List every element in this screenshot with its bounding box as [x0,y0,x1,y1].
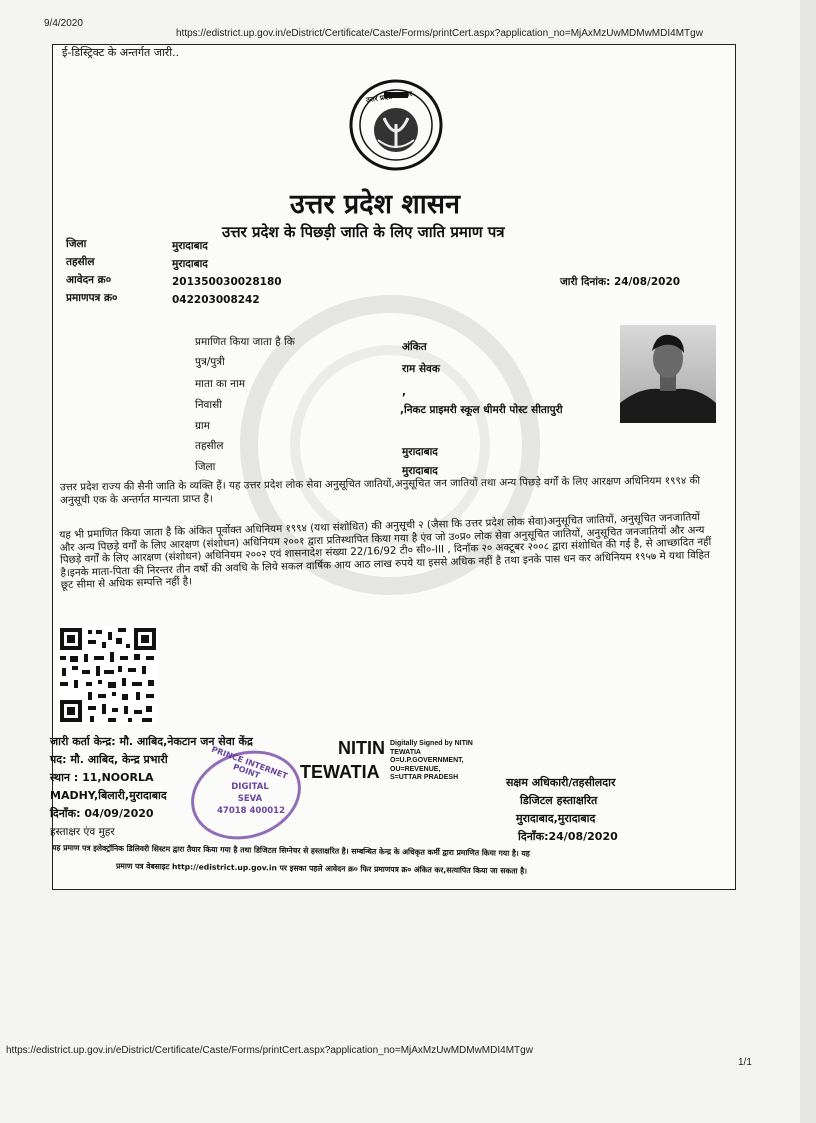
watermark-emblem-inner [290,345,490,545]
digital-signature-meta [390,740,473,783]
footer-note-1: यह प्रमाण पत्र इलेक्ट्रॉनिक डिलिवरी सिस्टम द्वारा तैयार किया गया है तथा डिजिटल सिग्नेचर से हस्ताक्षरित है। सम्बन्धित केन्द्र के अधिकृत कर्मी द्वारा प्रमाणित किया गया है। यह [51,843,530,858]
detail-label-1: पुत्र/पुत्री [195,356,225,368]
print-page-count: 1/1 [738,1057,752,1068]
eligibility-statement: यह भी प्रमाणित किया जाता है कि अंकित पूर्वोक्त अधिनियम १९९४ (यथा संशोधित) की अनुसूची २ (जैसा कि उत्तर प्रदेश लोक सेवा)अनुसूचित जातियों, अनुसूचित जनजातियों और अन्य पिछड़े वर्गों के लिए आरक्षण (संशोधन) अधिनियम २००१ द्वारा प्रतिस्थापित किया गया है एंव जो उ०प्र० लोक सेवा अनुसूचित जातियों, अनुसूचित जनजातियों और अन्य पिछड़े वर्गों के लिए आरक्षण (संशोधन) अधिनियम २००२ एवं शासनादेश संख्या 22/16/92 टी० सी०-III , दिनाँक २० अक्टूबर २००८ द्वारा संशोधित की गई है, से आच्छादित नहीं है।इनके माता-पिता की निरन्तर तीन वर्षो की अवधि के लिये सकल वार्षिक आय आठ लाख रुपये या इससे अधिक नहीं है तथा इनके पास धन कर अधिनियम १९५७ मे यथा विहित छूट सीमा से अधिक सम्पत्ति नहीं है। [59,511,712,592]
signer-first-name: NITIN [338,738,385,758]
meta-label-certificate-no: प्रमाणपत्र क्र० [66,292,118,304]
qr-code [58,626,158,724]
officer-digital-signed: डिजिटल हस्ताक्षरित [520,794,598,807]
caste-statement: उत्तर प्रदेश राज्य की सैनी जाति के व्यक्ति हैं। यह उत्तर प्रदेश लोक सेवा अनुसूचित जातियों,अनुसूचित जन जातियों तथा अन्य पिछड़े वर्गों के लिए आरक्षण अधिनियम १९९४ की अनुसूची एक के अन्तर्गत मान्यता प्राप्त है। [59,474,701,506]
emblem-text: उत्तर प्रदेश सरकार [365,89,413,105]
meta-label-tehsil: तहसील [66,256,95,268]
meta-label-application-no: आवेदन क्र० [66,274,112,286]
issuer-place-2: MADHY,बिलारी,मुरादाबाद [50,789,167,802]
sign-meta-3: OU=REVENUE, [390,765,441,773]
detail-value-residence: , [402,386,406,398]
issuer-centre: जारी कर्ता केन्द्र: मौ. आबिद,नेकटान जन सेवा केंद्र [50,735,253,748]
detail-label-4: ग्राम [195,420,210,432]
detail-value-tehsil: मुरादाबाद [402,446,438,458]
sign-meta-1: TEWATIA [390,748,421,756]
detail-value-village: ,निकट प्राइमरी स्कूल धीमरी पोस्ट सीतापुरी [400,404,563,416]
certificate-title: उत्तर प्रदेश शासन [290,189,460,220]
detail-value-parent: राम सेवक [402,363,440,375]
meta-label-district: जिला [66,238,87,250]
officer-date: दिनाँक:24/08/2020 [518,830,618,843]
print-url-top: https://edistrict.up.gov.in/eDistrict/Certificate/Caste/Forms/printCert.aspx?application_no=MjAxMzUwMDMwMDI4MTgw [176,28,703,39]
officer-title: सक्षम अधिकारी/तहसीलदार [506,776,616,789]
issuer-post: पद: मौ. आबिद, केन्द्र प्रभारी [50,753,168,766]
issue-date: जारी दिनांक: 24/08/2020 [560,276,681,288]
applicant-photo [620,325,716,423]
issuer-signature-label: हस्ताक्षर एंव मुहर [50,826,115,838]
stamp-text-2: SEVA [237,794,263,804]
sign-meta-0: Digitally Signed by NITIN [390,740,473,747]
detail-label-0: प्रमाणित किया जाता है कि [195,336,295,348]
signer-last-name: TEWATIA [300,762,380,782]
print-url-bottom: https://edistrict.up.gov.in/eDistrict/Certificate/Caste/Forms/printCert.aspx?application_no=MjAxMzUwMDMwMDI4MTgw [6,1045,533,1056]
page-edge [800,0,816,1123]
detail-label-6: जिला [195,461,216,473]
sign-meta-4: S=UTTAR PRADESH [390,774,459,782]
meta-value-district: मुरादाबाद [172,240,208,252]
issuer-date: दिनाँक: 04/09/2020 [50,807,154,820]
detail-label-3: निवासी [195,399,222,411]
detail-value-district: मुरादाबाद [402,465,438,477]
issued-under-text: ई-डिस्ट्रिक्ट के अन्तर्गत जारी.. [62,46,180,59]
detail-value-name: अंकित [402,341,427,353]
sign-meta-2: O=U.P.GOVERNMENT, [390,757,464,765]
stamp-text-3: 47018 400012 [216,806,286,816]
issuer-place-1: स्थान : 11,NOORLA [50,771,154,784]
certificate-subtitle: उत्तर प्रदेश के पिछड़ी जाति के लिए जाति प्रमाण पत्र [222,223,505,241]
footer-note-2: प्रमाण पत्र वेबसाइट http://edistrict.up.gov.in पर इसका पहले आवेदन क्र० फिर प्रमाणपत्र क्र० अंकित कर,सत्यापित किया जा सकता है। [115,861,528,876]
print-date: 9/4/2020 [44,18,83,29]
meta-value-application-no: 201350030028180 [172,276,282,288]
officer-location: मुरादाबाद,मुरादाबाद [516,812,596,825]
stamp-text-ring: PRINCE INTERNET POINT [210,744,289,781]
detail-label-2: माता का नाम [195,378,245,390]
detail-label-5: तहसील [195,440,224,452]
stamp-text-1: DIGITAL [231,782,269,792]
meta-value-certificate-no: 042203008242 [172,294,260,306]
meta-value-tehsil: मुरादाबाद [172,258,208,270]
